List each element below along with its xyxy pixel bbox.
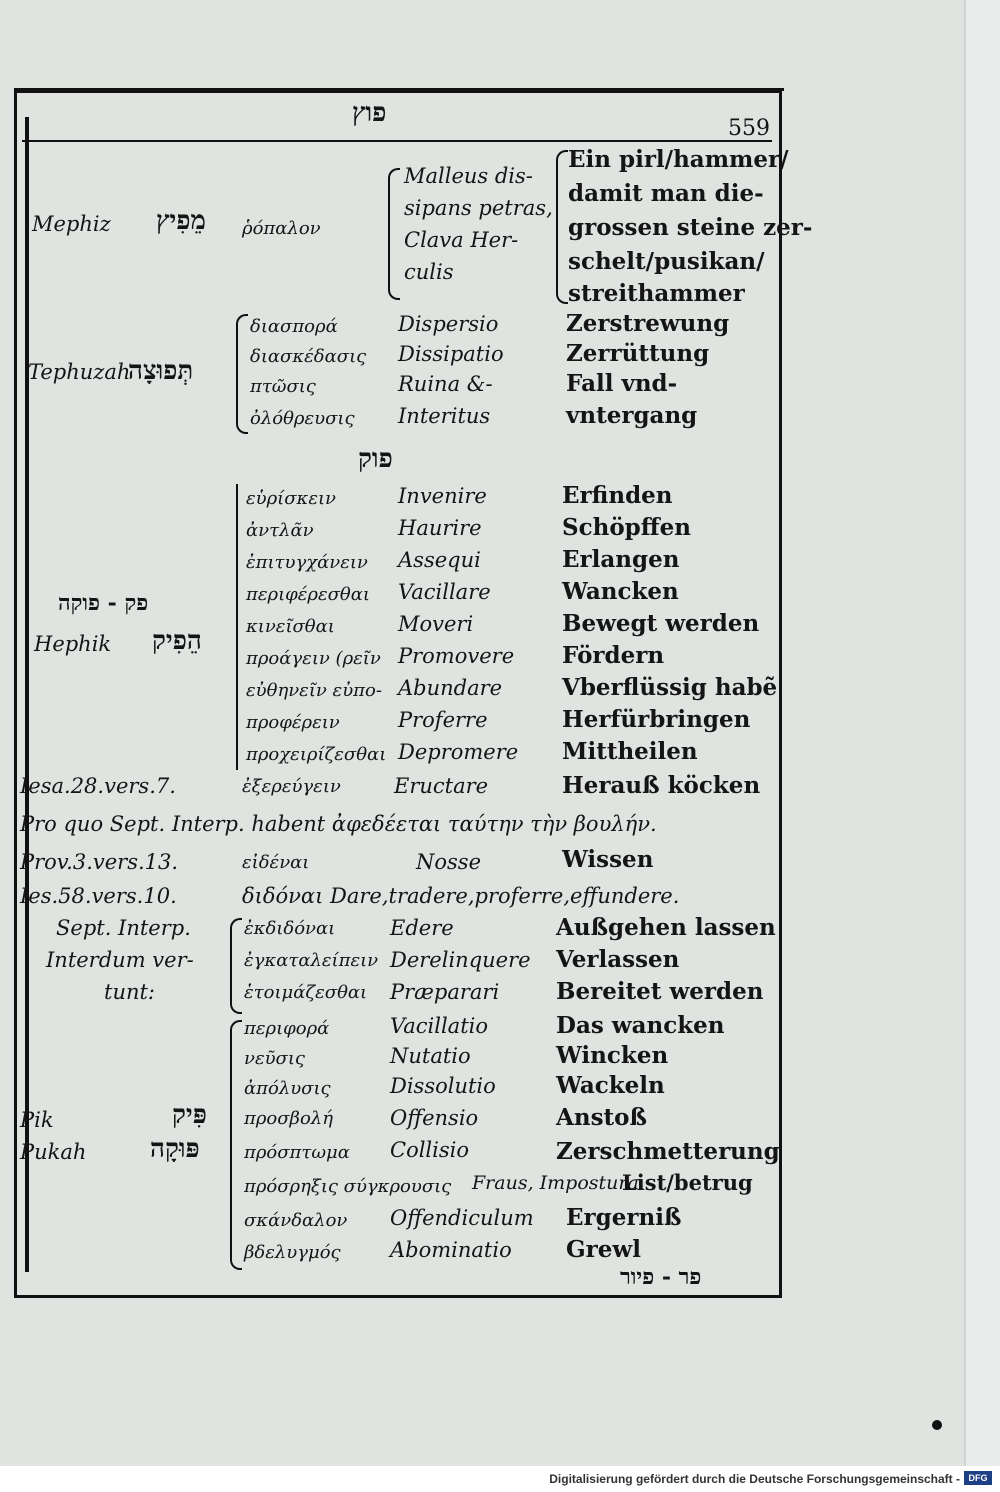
- iesa-reference: Iesa.28.vers.7.: [20, 774, 176, 798]
- tephuzah-latin-4: Interitus: [398, 404, 491, 428]
- section-heading-hebrew: פוק: [358, 444, 393, 474]
- pik-latin-4: Offensio: [390, 1106, 479, 1130]
- hephik-german-5: Bewegt werden: [562, 610, 760, 637]
- mephiz-latin-4: culis: [404, 260, 454, 284]
- hephik-german-8: Herfürbringen: [562, 706, 751, 733]
- pik-german-6: List/betrug: [622, 1170, 753, 1195]
- sept-greek-2: ἐγκαταλείπειν: [244, 950, 379, 971]
- hephik-latin-4: Vacillare: [398, 580, 491, 604]
- entry-mephiz-greek: ῥόπαλον: [242, 218, 321, 239]
- entry-tephuzah-hebrew: תְּפוּצָה: [128, 356, 194, 386]
- hephik-greek-8: προφέρειν: [246, 712, 340, 733]
- pro-quo-note: Pro quo Sept. Interp. habent ἀφεδέεται ταύτην τὴν βουλήν.: [20, 812, 657, 836]
- pik-german-5: Zerschmetterung: [556, 1138, 780, 1165]
- tephuzah-latin-3: Ruina &-: [398, 372, 493, 396]
- dfg-logo: DFG: [964, 1471, 992, 1485]
- pik-latin-3: Dissolutio: [390, 1074, 496, 1098]
- hephik-german-3: Erlangen: [562, 546, 680, 573]
- mephiz-latin-1: Malleus dis-: [404, 164, 533, 188]
- tephuzah-german-4: vntergang: [566, 402, 698, 429]
- ies58-reference: Ies.58.vers.10.: [20, 884, 177, 908]
- pik-latin-6: Fraus, Impostura: [472, 1172, 639, 1194]
- mephiz-german-5: streithammer: [568, 280, 745, 307]
- mephiz-latin-2: sipans petras,: [404, 196, 553, 220]
- pik-greek-6: πρόσρηξις σύγκρουσις: [244, 1176, 452, 1197]
- pik-greek-5: πρόσπτωμα: [244, 1142, 350, 1163]
- tephuzah-german-2: Zerrüttung: [566, 340, 710, 367]
- tephuzah-german-3: Fall vnd-: [566, 370, 678, 397]
- hephik-greek-3: ἐπιτυγχάνειν: [246, 552, 368, 573]
- entry-mephiz-latin-head: Mephiz: [32, 212, 111, 236]
- brace: [236, 314, 248, 434]
- pik-greek-2: νεῦσις: [244, 1048, 305, 1069]
- prov-reference: Prov.3.vers.13.: [20, 850, 179, 874]
- prov-german: Wissen: [562, 846, 654, 873]
- bracket-line: [236, 484, 238, 770]
- tephuzah-greek-4: ὀλόθρευσις: [250, 408, 355, 429]
- brace: [556, 150, 568, 304]
- sept-latin-1: Edere: [390, 916, 454, 940]
- pik-latin-7: Offendiculum: [390, 1206, 534, 1230]
- hephik-german-6: Fördern: [562, 642, 665, 669]
- tephuzah-german-1: Zerstrewung: [566, 310, 730, 337]
- pik-german-4: Anstoß: [556, 1104, 647, 1131]
- hephik-german-7: Vberflüssig habẽ: [562, 674, 778, 701]
- hephik-greek-2: ἀντλᾶν: [246, 520, 314, 541]
- sept-german-3: Bereitet werden: [556, 978, 764, 1005]
- iesa-german: Herauß köcken: [562, 772, 761, 799]
- pik-german-3: Wackeln: [556, 1072, 665, 1099]
- hephik-german-9: Mittheilen: [562, 738, 698, 765]
- hephik-latin-5: Moveri: [398, 612, 474, 636]
- pik-hebrew: פִּיק: [172, 1100, 207, 1130]
- hephik-german-1: Erfinden: [562, 482, 673, 509]
- catchword-hebrew: פר - פיור: [620, 1264, 702, 1290]
- sept-latin-3: Præparari: [390, 980, 500, 1004]
- hephik-latin-7: Abundare: [398, 676, 503, 700]
- sept-latin-2: Derelinquere: [390, 948, 531, 972]
- tephuzah-greek-3: πτῶσις: [250, 376, 316, 397]
- hephik-latin-2: Haurire: [398, 516, 482, 540]
- iesa-latin: Eructare: [394, 774, 489, 798]
- ink-spot: [932, 1420, 942, 1430]
- sept-greek-1: ἐκδιδόναι: [244, 918, 336, 939]
- sept-left-2: Interdum ver-: [46, 948, 194, 972]
- pik-german-7: Ergerniß: [566, 1204, 682, 1231]
- iesa-greek: ἐξερεύγειν: [242, 776, 341, 797]
- mephiz-german-3: grossen steine zer-: [568, 214, 813, 241]
- page-number: 559: [728, 116, 770, 141]
- hephik-hebrew: הֵפִיק: [152, 626, 202, 656]
- brace: [230, 918, 242, 1014]
- pik-latin-5: Collisio: [390, 1138, 469, 1162]
- hephik-german-4: Wancken: [562, 578, 679, 605]
- sept-german-1: Außgehen lassen: [556, 914, 776, 941]
- entry-tephuzah-latin-head: Tephuzah: [28, 360, 131, 384]
- pik-greek-1: περιφορά: [244, 1018, 330, 1039]
- hephik-latin-6: Promovere: [398, 644, 515, 668]
- sept-left-3: tunt:: [104, 980, 156, 1004]
- hephik-greek-6: προάγειν (ρεῖν: [246, 648, 381, 669]
- ies58-text: διδόναι Dare,tradere,proferre,effundere.: [242, 884, 680, 908]
- pukah-hebrew: פּוּקָה: [150, 1134, 200, 1164]
- hephik-greek-5: κινεῖσθαι: [246, 616, 335, 637]
- hephik-latin-1: Invenire: [398, 484, 487, 508]
- prov-latin: Nosse: [416, 850, 481, 874]
- hephik-latin-9: Depromere: [398, 740, 519, 764]
- pik-latin-8: Abominatio: [390, 1238, 512, 1262]
- tephuzah-latin-2: Dissipatio: [398, 342, 504, 366]
- pukah-latin-head: Pukah: [20, 1140, 87, 1164]
- prov-greek: εἰδέναι: [242, 852, 310, 873]
- sept-german-2: Verlassen: [556, 946, 680, 973]
- hephik-latin-head: Hephik: [34, 632, 112, 656]
- pik-latin-2: Nutatio: [390, 1044, 471, 1068]
- tephuzah-greek-2: διασκέδασις: [250, 346, 367, 367]
- hephik-hebrew-root: פק - פוקה: [58, 590, 149, 616]
- running-head-hebrew: פוץ: [352, 98, 387, 128]
- tephuzah-greek-1: διασπορά: [250, 316, 338, 337]
- sept-left-1: Sept. Interp.: [56, 916, 191, 940]
- digitization-footer: [0, 1466, 1000, 1492]
- pik-greek-3: ἀπόλυσις: [244, 1078, 331, 1099]
- tephuzah-latin-1: Dispersio: [398, 312, 499, 336]
- inner-frame-line: [25, 117, 29, 1272]
- entry-mephiz-hebrew: מֵפִיץ: [156, 206, 206, 236]
- pik-german-1: Das wancken: [556, 1012, 725, 1039]
- sept-greek-3: ἑτοιμάζεσθαι: [244, 982, 368, 1003]
- footer-text: Digitalisierung gefördert durch die Deutsche Forschungsgemeinschaft -: [549, 1472, 960, 1486]
- hephik-latin-3: Assequi: [398, 548, 481, 572]
- hephik-greek-4: περιφέρεσθαι: [246, 584, 370, 605]
- hephik-german-2: Schöpffen: [562, 514, 691, 541]
- mephiz-german-4: schelt/pusikan/: [568, 248, 765, 275]
- pik-latin-head: Pik: [20, 1108, 54, 1132]
- mephiz-latin-3: Clava Her-: [404, 228, 519, 252]
- pik-latin-1: Vacillatio: [390, 1014, 488, 1038]
- brace: [388, 168, 400, 300]
- hephik-greek-7: εὐθηνεῖν εὐπο-: [246, 680, 382, 701]
- hephik-latin-8: Proferre: [398, 708, 488, 732]
- mephiz-german-2: damit man die-: [568, 180, 764, 207]
- hephik-greek-1: εὑρίσκειν: [246, 488, 336, 509]
- pik-greek-7: σκάνδαλον: [244, 1210, 348, 1231]
- hephik-greek-9: προχειρίζεσθαι: [246, 744, 387, 765]
- brace: [230, 1020, 242, 1270]
- mephiz-german-1: Ein pirl/hammer/: [568, 146, 789, 173]
- pik-greek-8: βδελυγμός: [244, 1242, 341, 1263]
- pik-greek-4: προσβολή: [244, 1108, 333, 1129]
- pik-german-2: Wincken: [556, 1042, 669, 1069]
- pik-german-8: Grewl: [566, 1236, 641, 1263]
